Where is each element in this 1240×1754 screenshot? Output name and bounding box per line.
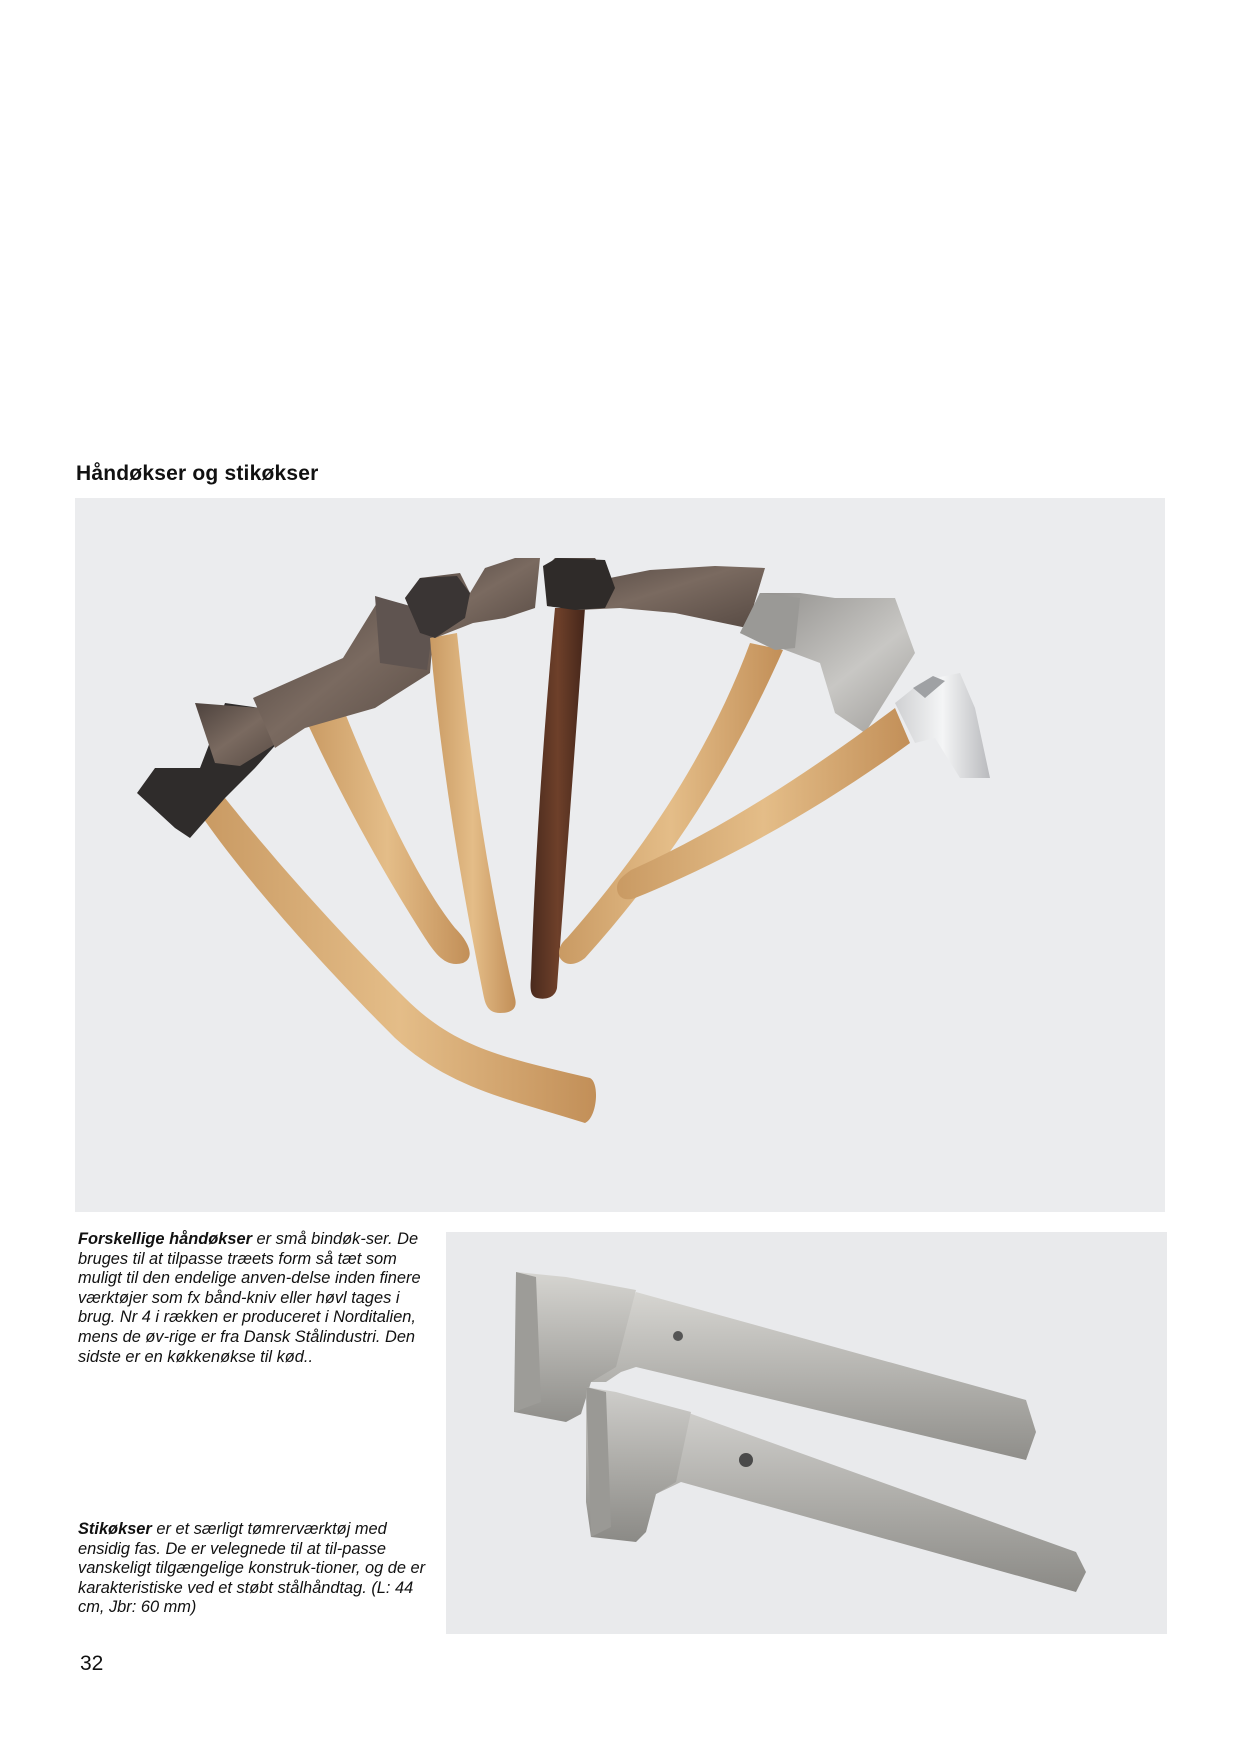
- hand-axes-caption-text: er små bindøk-ser. De bruges til at tilpasse træets form så tæt som muligt til den endelige anven-delse inden finere værktøjer som fx bånd-kniv eller høvl tages i brug. Nr 4 i rækken er produceret i Norditalien, mens de øv-rige er fra Dansk Stålindustri. Den sidste er en køkkenøkse til kød..: [78, 1230, 421, 1366]
- chisel-axes-illustration: [446, 1232, 1167, 1634]
- axe-4: [531, 558, 765, 999]
- chisel-axes-photo: [446, 1232, 1167, 1634]
- page-number: 32: [80, 1652, 104, 1675]
- hand-axes-caption-lead: Forskellige håndøkser: [78, 1230, 252, 1248]
- hand-axes-illustration: [75, 498, 1165, 1212]
- hand-axes-photo: [75, 498, 1165, 1212]
- axe-5: [559, 593, 915, 964]
- chisel-axes-caption-lead: Stikøkser: [78, 1520, 152, 1538]
- axe-3: [405, 558, 540, 1013]
- chisel-axes-caption: [78, 1520, 426, 1618]
- section-heading: Håndøkser og stikøkser: [76, 462, 319, 485]
- hand-axes-caption: [78, 1230, 426, 1367]
- axe-6: [617, 673, 990, 899]
- chisel-axes-caption-text: er et særligt tømrerværktøj med ensidig fas. De er velegnede til at til-passe vanskeligt tilgængelige konstruk-tioner, og de er karakteristiske ved et støbt stålhåndtag. (L: 44 cm, Jbr: 60 mm): [78, 1520, 426, 1617]
